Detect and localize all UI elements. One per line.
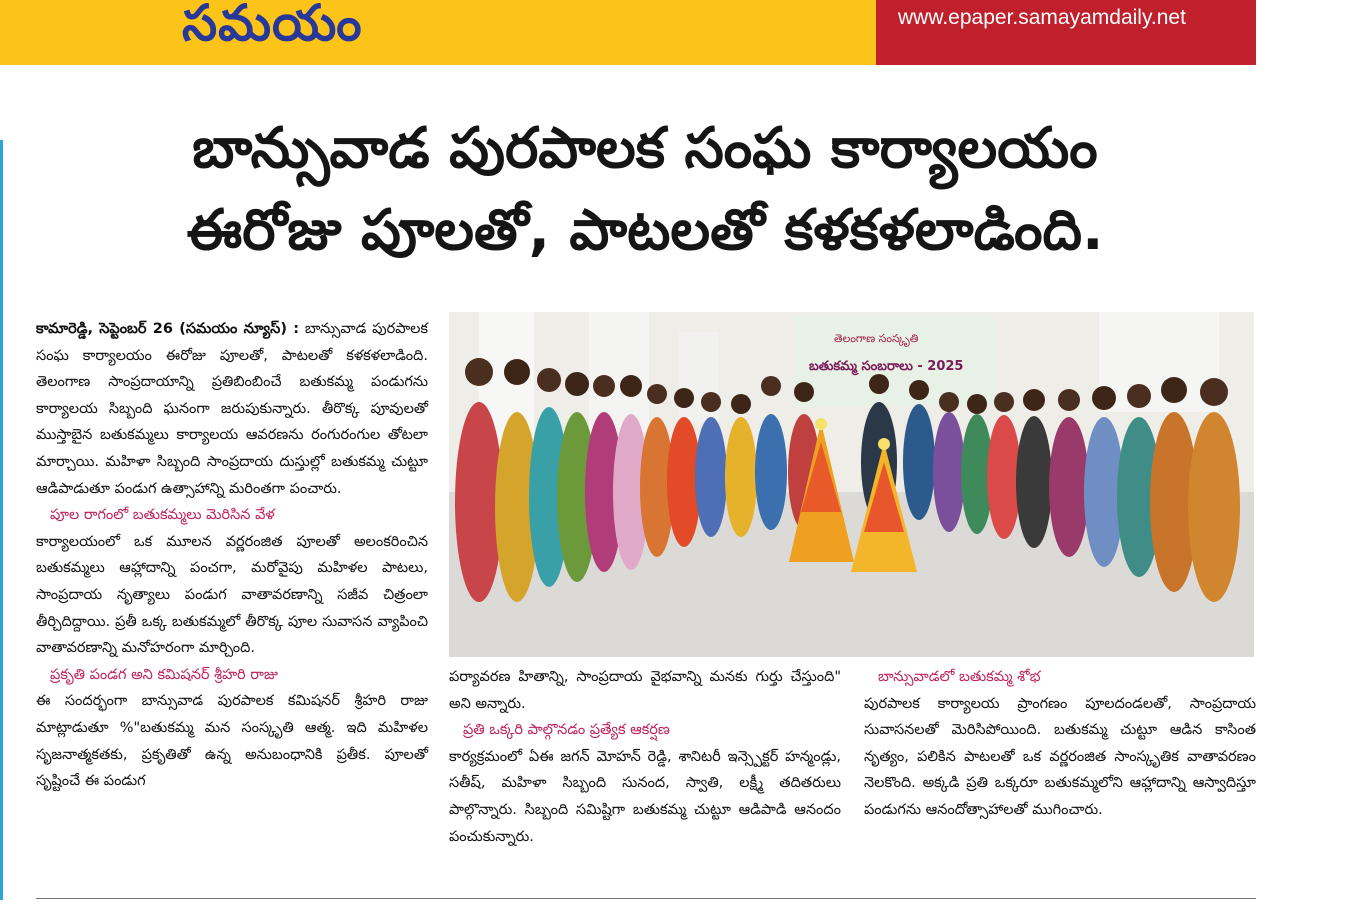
article-dateline: కామారెడ్డి, సెప్టెంబర్ 26 (సమయం న్యూస్) : [36,321,300,337]
bottom-rule [36,898,1256,899]
bathukamma-celebration-photo [449,312,1254,657]
article-paragraph-4: కార్యక్రమంలో ఏఈ జగన్ మోహన్ రెడ్డి, శానిటరీ ఇన్స్పెక్టర్ హన్మండ్లు, సతీష్, మహిళా సిబ్బంది సునంద, స్వాతి, లక్ష్మీ తదితరులు పాల్గొన్నారు. సిబ్బంది సమిష్టిగా బతుకమ్మ చుట్టూ ఆడిపాడి ఆనందం పంచుకున్నారు. [449,748,841,845]
masthead-url-band [876,0,1256,65]
article-column-left [36,316,428,795]
article-intro [36,316,428,502]
subheading-4: బాన్సువాడలో బతుకమ్మ శోభ [878,669,1041,685]
masthead-logo-band [0,0,876,65]
headline-line-2: ఈరోజు పూలతో, పాటలతో కళకళలాడింది. [186,198,1104,263]
banner-text: బతుకమ్మ సంబరాలు - 2025 [809,359,964,374]
article-column-right [864,664,1256,824]
banner-top-text: తెలంగాణ సంస్కృతి [834,332,919,345]
subheading-3: ప్రతి ఒక్కరి పాల్గొనడం ప్రత్యేక ఆకర్షణ [463,722,670,739]
article-paragraph-3-continued: పర్యావరణ హితాన్ని, సాంప్రదాయ వైభవాన్ని మనకు గుర్తు చేస్తుంది" అని అన్నారు. [449,669,841,712]
article-column-middle [449,664,841,850]
headline-line-1: బాన్సువాడ పురపాలక సంఘ కార్యాలయం [192,116,1098,181]
newspaper-logo[interactable]: సమయం [182,0,363,52]
event-photo [449,312,1254,657]
article-paragraph-1: బాన్సువాడ పురపాలక సంఘ కార్యాలయం ఈరోజు పూలతో, పాటలతో కళకళలాడింది. తెలంగాణ సాంప్రదాయాన్ని ప్రతిబింబించే బతుకమ్మ పండుగను కార్యాలయ సిబ్బంది ఘనంగా జరుపుకున్నారు. తీరొక్క పూవులతో ముస్తాబైన బతుకమ్మలు కార్యాలయ ఆవరణను రంగురంగుల తోటలా మార్చాయి. మహిళా సిబ్బంది సాంప్రదాయ దుస్తుల్లో బతుకమ్మ చుట్టూ ఆడిపాడుతూ పండుగ ఉత్సాహాన్ని మరింతగా పంచారు. [36,321,428,497]
article-paragraph-2: కార్యాలయంలో ఒక మూలన వర్ణరంజిత పూలతో అలంకరించిన బతుకమ్మలు ఆహ్లాదాన్ని పంచగా, మరోవైపు మహిళల పాటలు, సాంప్రదాయ నృత్యాలు పండుగ వాతావరణాన్ని సజీవ చిత్రంలా తీర్చిదిద్దాయి. ప్రతీ ఒక్క బతుకమ్మలో తీరొక్క పూల సువాసన వ్యాపించి వాతావరణాన్ని మనోహరంగా మార్చింది. [36,533,428,657]
article-paragraph-5: పురపాలక కార్యాలయ ప్రాంగణం పూలదండలతో, సాంప్రదాయ సువాసనలతో మెరిసిపోయింది. బతుకమ్మ చుట్టూ ఆడిన కాసింత నృత్యం, పలికిన పాటలతో ఒక వర్ణరంజిత సాంస్కృతిక వాతావరణం నెలకొంది. అక్కడి ప్రతి ఒక్కరూ బతుకమ్మలోని ఆహ్లాదాన్ని ఆస్వాదిస్తూ పండుగను ఆనందోత్సాహాలతో ముగించారు. [864,695,1256,818]
masthead [0,0,1256,65]
epaper-url-link[interactable]: www.epaper.samayamdaily.net [898,6,1186,29]
article-paragraph-3: ఈ సందర్భంగా బాన్సువాడ పురపాలక కమిషనర్ శ్రీహరి రాజు మాట్లాడుతూ %"బతుకమ్మ మన సంస్కృతి ఆత్మ. ఇది మహిళల సృజనాత్మకతకు, ప్రకృతితో ఉన్న అనుబంధానికి ప్రతీక. పూలతో సృష్టించే ఈ పండుగ [36,693,428,790]
article-headline [0,108,1290,272]
subheading-2: ప్రకృతి పండగ అని కమిషనర్ శ్రీహరి రాజు [50,666,278,683]
subheading-1: పూల రాగంలో బతుకమ్మలు మెరిసిన వేళ [50,507,275,524]
